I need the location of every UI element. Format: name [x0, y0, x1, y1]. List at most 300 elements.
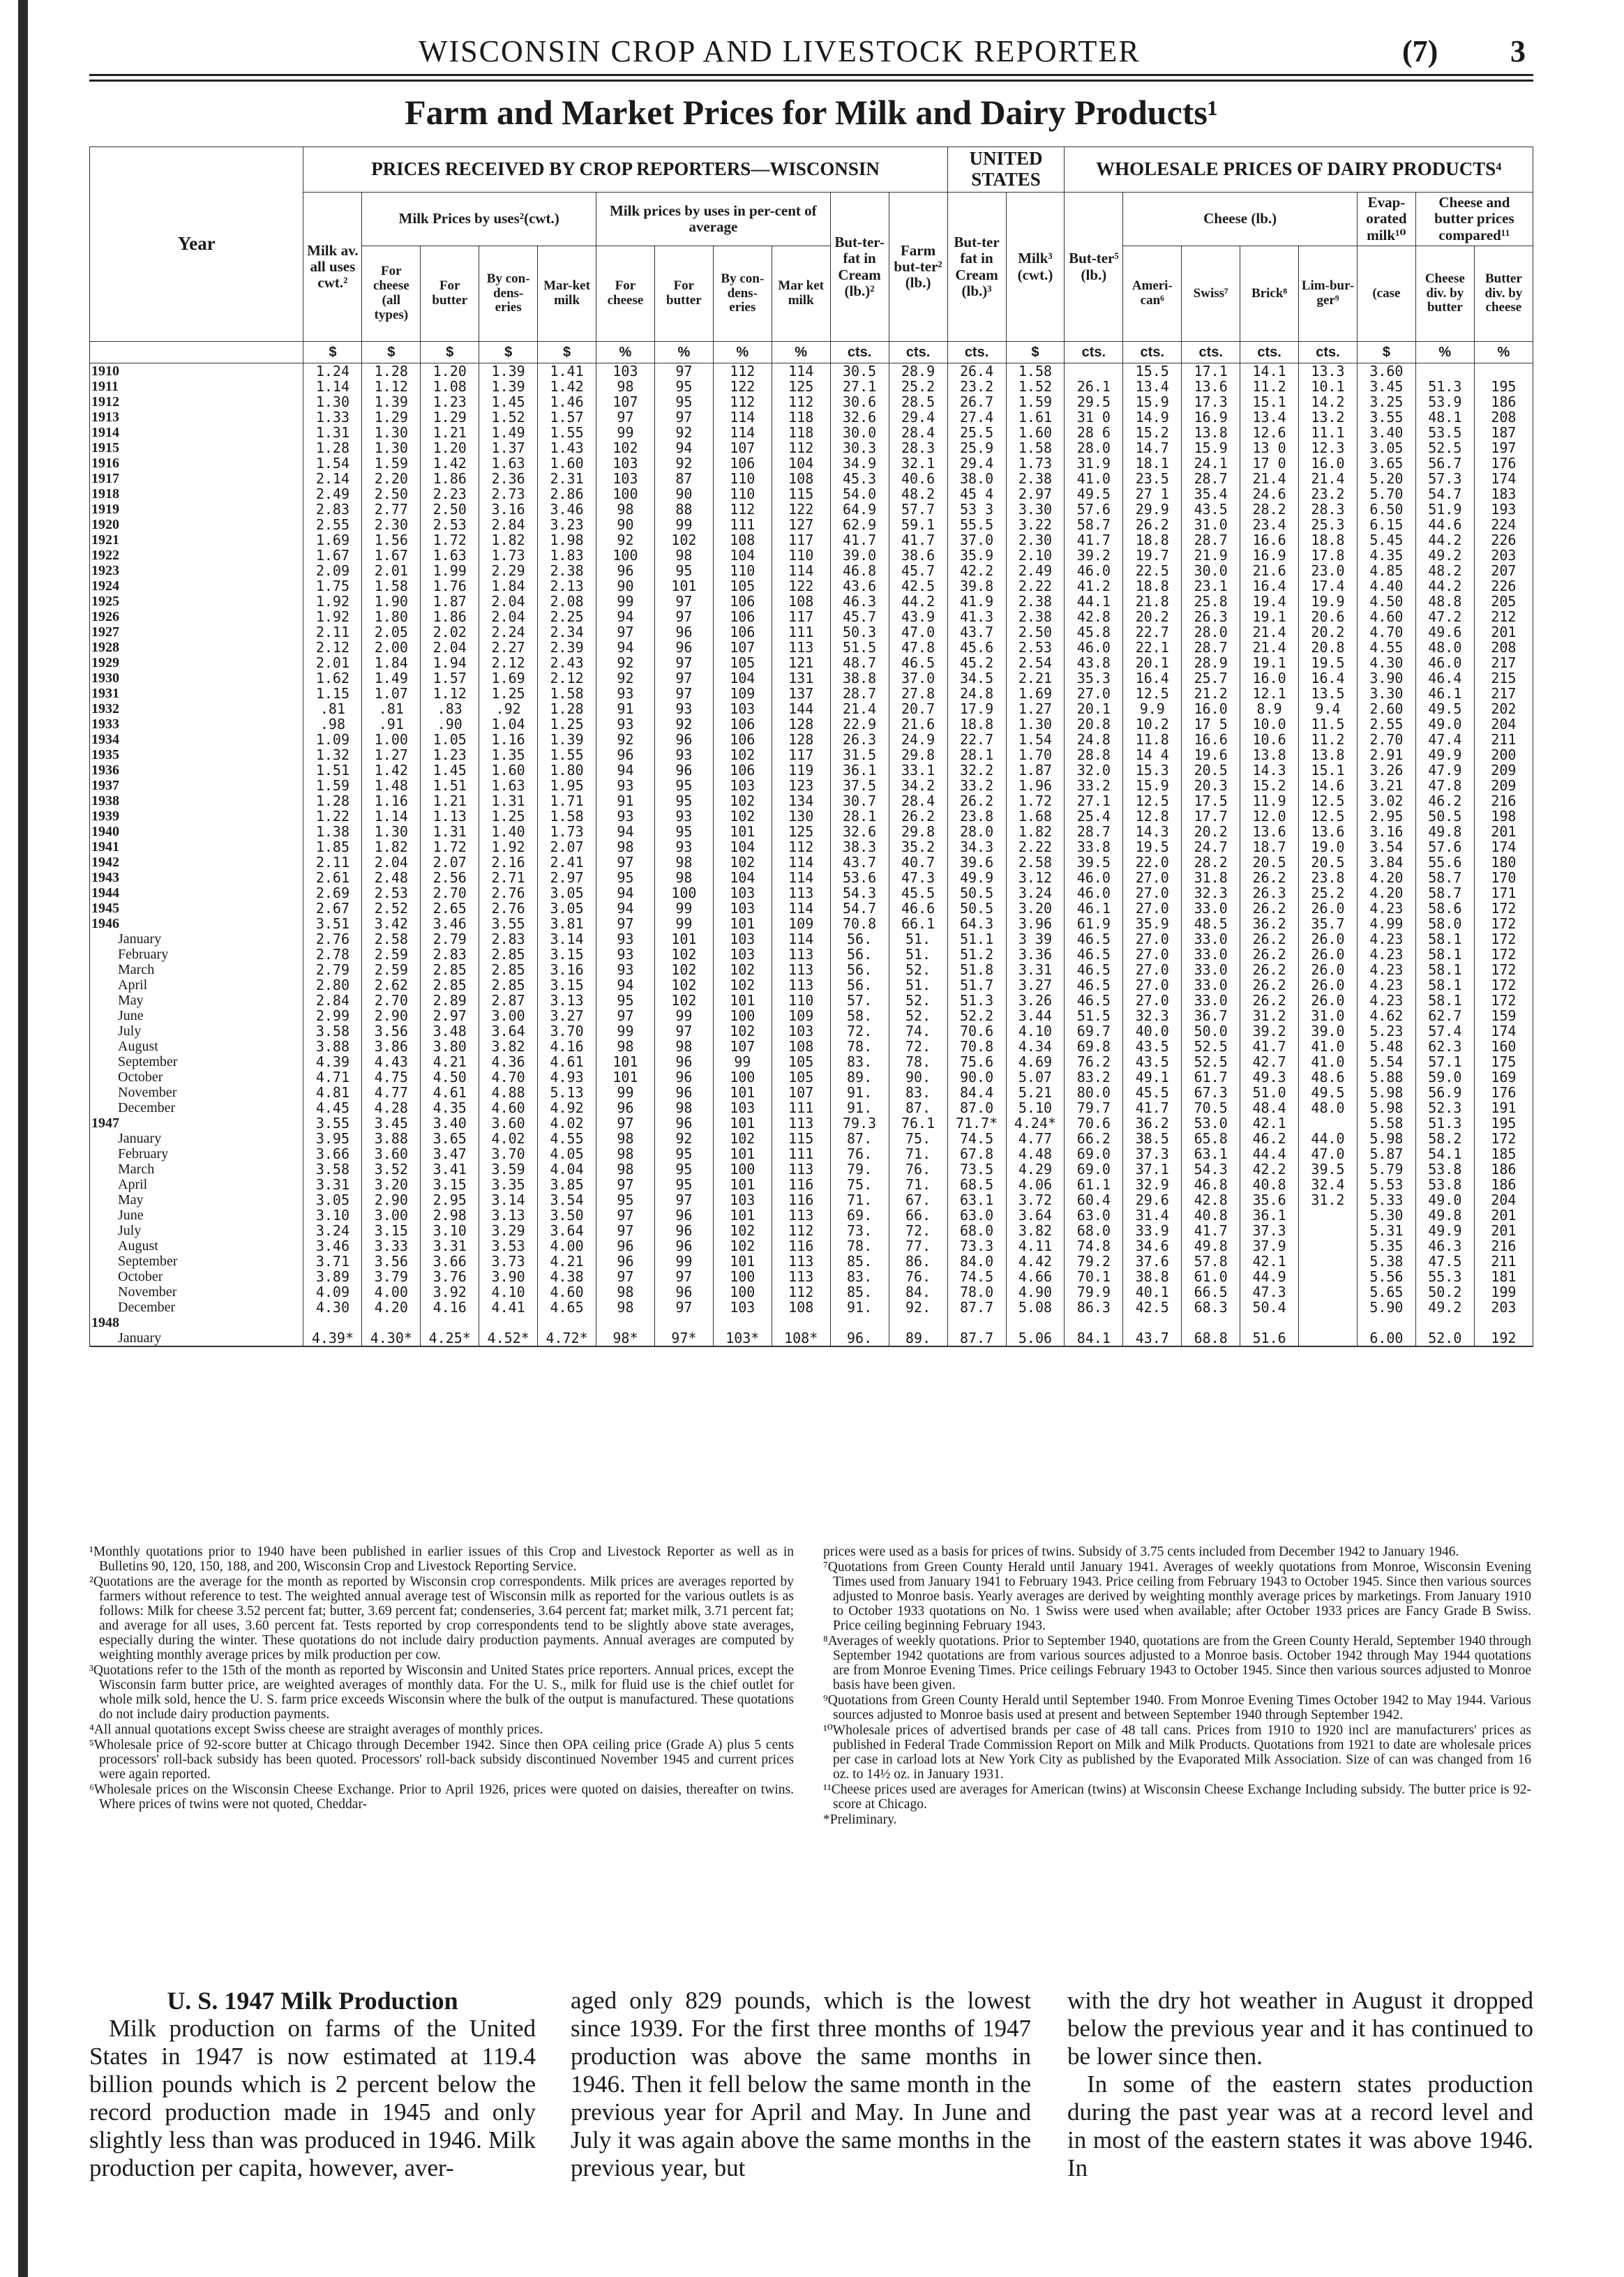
table-cell: 1.25: [479, 809, 538, 824]
table-cell: 114: [713, 425, 772, 440]
table-cell: 88: [654, 502, 713, 517]
table-cell: 25.7: [1182, 670, 1240, 686]
table-cell: 23.8: [947, 809, 1006, 824]
table-cell: 1.30: [1006, 716, 1065, 732]
table-cell: 1.84: [362, 655, 421, 670]
table-cell: 5.06: [1006, 1330, 1065, 1346]
table-cell: 43.9: [889, 609, 947, 624]
row-label: August: [90, 1238, 303, 1254]
table-cell: 95: [654, 824, 713, 839]
table-cell: 31.9: [1065, 456, 1123, 471]
table-cell: 4.45: [303, 1100, 362, 1115]
table-cell: 10.0: [1240, 716, 1299, 732]
row-label: December: [90, 1300, 303, 1315]
table-cell: 101: [713, 916, 772, 931]
table-cell: 1.23: [421, 747, 479, 762]
table-cell: 1.69: [303, 532, 362, 548]
table-row: [90, 931, 1533, 947]
table-cell: 13.4: [1123, 379, 1182, 394]
table-cell: 172: [1474, 916, 1533, 931]
table-cell: 3.82: [479, 1039, 538, 1054]
table-cell: 5.48: [1357, 1039, 1415, 1054]
table-cell: 5.53: [1357, 1177, 1415, 1192]
table-cell: 4.16: [538, 1039, 596, 1054]
table-row: [90, 701, 1533, 716]
table-cell: 4.30: [1357, 655, 1415, 670]
table-cell: 160: [1474, 1039, 1533, 1054]
table-cell: 50.5: [1415, 809, 1474, 824]
table-cell: 1.96: [1006, 778, 1065, 793]
table-cell: 19.7: [1123, 548, 1182, 563]
table-cell: 1.51: [421, 778, 479, 793]
table-row: [90, 716, 1533, 732]
table-cell: 57.4: [1415, 1023, 1474, 1039]
table-cell: 55.6: [1415, 855, 1474, 870]
table-cell: 64.9: [830, 502, 889, 517]
table-cell: 52.2: [947, 1008, 1006, 1023]
table-cell: 51.0: [1240, 1085, 1299, 1100]
for-cheese-header: For cheese (all types): [362, 246, 421, 342]
table-cell: 99: [654, 1008, 713, 1023]
table-cell: 112: [713, 363, 772, 380]
table-cell: 45.6: [947, 640, 1006, 655]
table-cell: 74.5: [947, 1269, 1006, 1284]
table-cell: 4.60: [479, 1100, 538, 1115]
row-label: 1938: [90, 793, 303, 809]
table-cell: 176: [1474, 456, 1533, 471]
table-cell: 1.55: [538, 425, 596, 440]
table-cell: 46.5: [889, 655, 947, 670]
milk-all-uses-header: Milk av. all uses cwt.²: [303, 193, 362, 342]
table-cell: 31 0: [1065, 409, 1123, 425]
table-cell: 4.92: [538, 1100, 596, 1115]
table-cell: 2.08: [538, 594, 596, 609]
table-cell: 2.85: [479, 962, 538, 977]
table-cell: 60.4: [1065, 1192, 1123, 1208]
table-cell: 1.57: [421, 670, 479, 686]
milk-prices-by-uses-header: Milk Prices by uses²(cwt.): [362, 193, 596, 246]
table-cell: 46.5: [1065, 931, 1123, 947]
table-cell: 1.58: [362, 578, 421, 594]
table-row: [90, 1115, 1533, 1131]
table-cell: 3.05: [303, 1192, 362, 1208]
table-cell: 39.5: [1065, 855, 1123, 870]
table-cell: 2.77: [362, 502, 421, 517]
table-cell: 3.53: [479, 1238, 538, 1254]
table-cell: 45.8: [1065, 624, 1123, 640]
table-cell: 61.9: [1065, 916, 1123, 931]
table-cell: 4.23: [1357, 901, 1415, 916]
row-label: 1927: [90, 624, 303, 640]
table-cell: 111: [772, 1146, 830, 1162]
table-cell: 29.8: [889, 747, 947, 762]
table-cell: 101: [713, 1115, 772, 1131]
table-cell: 2.90: [362, 1008, 421, 1023]
table-cell: 91.: [830, 1085, 889, 1100]
table-cell: 3.70: [538, 1023, 596, 1039]
table-cell: 3.58: [303, 1162, 362, 1177]
table-cell: 112: [772, 839, 830, 855]
table-cell: 2.10: [1006, 548, 1065, 563]
table-cell: 2.79: [421, 931, 479, 947]
table-cell: 2.38: [538, 563, 596, 578]
table-cell: 107: [713, 640, 772, 655]
table-cell: 52.5: [1182, 1054, 1240, 1069]
unit-cell: cts.: [1240, 342, 1299, 363]
table-cell: 19.6: [1182, 747, 1240, 762]
table-cell: 76.: [889, 1162, 947, 1177]
table-cell: 104: [713, 870, 772, 885]
table-row: [90, 502, 1533, 517]
table-cell: 2.04: [362, 855, 421, 870]
table-cell: 27.0: [1065, 686, 1123, 701]
table-cell: 32.4: [1299, 1177, 1358, 1192]
table-cell: 38.5: [1123, 1131, 1182, 1146]
table-cell: 1.15: [303, 686, 362, 701]
table-row: [90, 532, 1533, 548]
table-cell: 99: [654, 901, 713, 916]
table-cell: 2.22: [1006, 839, 1065, 855]
table-cell: 90: [596, 517, 655, 532]
table-cell: 72.: [889, 1223, 947, 1238]
table-cell: 107: [772, 1085, 830, 1100]
table-cell: 2.70: [421, 885, 479, 901]
table-cell: 116: [772, 1238, 830, 1254]
table-cell: 2.11: [303, 624, 362, 640]
table-cell: 1.31: [421, 824, 479, 839]
table-cell: 174: [1474, 471, 1533, 486]
table-cell: 3.05: [1357, 440, 1415, 456]
table-cell: 92: [596, 655, 655, 670]
table-cell: 46.8: [830, 563, 889, 578]
table-cell: 27.1: [1065, 793, 1123, 809]
table-cell: 98: [596, 1146, 655, 1162]
table-cell: 106: [713, 624, 772, 640]
table-cell: 2.89: [421, 993, 479, 1008]
table-cell: 63.1: [1182, 1146, 1240, 1162]
table-cell: 3.64: [1006, 1208, 1065, 1223]
table-cell: 104: [713, 548, 772, 563]
table-cell: 4.60: [538, 1284, 596, 1300]
table-cell: 69.0: [1065, 1146, 1123, 1162]
table-cell: 2.62: [362, 977, 421, 993]
table-cell: 13.8: [1299, 747, 1358, 762]
table-cell: 3.66: [421, 1254, 479, 1269]
table-cell: 95: [654, 563, 713, 578]
table-cell: 2.80: [303, 977, 362, 993]
table-cell: 2.30: [1006, 532, 1065, 548]
table-cell: 1.52: [1006, 379, 1065, 394]
table-cell: 21.8: [1123, 594, 1182, 609]
pct-butter-header: For butter: [654, 246, 713, 342]
row-label: 1943: [90, 870, 303, 885]
table-cell: 4.72*: [538, 1330, 596, 1346]
table-cell: 1.09: [303, 732, 362, 747]
table-cell: 3.60: [1357, 363, 1415, 380]
table-cell: 18.8: [947, 716, 1006, 732]
cheese-div-butter-header: Cheese div. by butter: [1415, 246, 1474, 342]
table-cell: 51.5: [830, 640, 889, 655]
table-cell: 27.0: [1123, 962, 1182, 977]
table-cell: 1.42: [421, 456, 479, 471]
table-cell: 3.51: [303, 916, 362, 931]
table-cell: 134: [772, 793, 830, 809]
table-cell: 24.8: [1065, 732, 1123, 747]
table-cell: 2.49: [1006, 563, 1065, 578]
table-cell: 58.1: [1415, 947, 1474, 962]
table-cell: 73.: [830, 1223, 889, 1238]
table-cell: 208: [1474, 409, 1533, 425]
table-cell: 50.4: [1240, 1300, 1299, 1315]
table-cell: 33.0: [1182, 993, 1240, 1008]
table-cell: 95: [654, 1162, 713, 1177]
table-cell: 43.8: [1065, 655, 1123, 670]
row-label: 1937: [90, 778, 303, 793]
row-label: June: [90, 1208, 303, 1223]
table-cell: 14.3: [1123, 824, 1182, 839]
table-cell: 49.8: [1182, 1238, 1240, 1254]
table-cell: 59.1: [889, 517, 947, 532]
table-cell: 2.95: [1357, 809, 1415, 824]
table-cell: 4.77: [1006, 1131, 1065, 1146]
table-cell: 5.54: [1357, 1054, 1415, 1069]
table-cell: 41.2: [1065, 578, 1123, 594]
table-row: [90, 409, 1533, 425]
table-cell: 12.6: [1240, 425, 1299, 440]
table-cell: 41.7: [889, 532, 947, 548]
table-cell: 123: [772, 778, 830, 793]
table-cell: 4.77: [362, 1085, 421, 1100]
table-cell: 68.5: [947, 1177, 1006, 1192]
table-cell: 36.2: [1123, 1115, 1182, 1131]
table-cell: 5.10: [1006, 1100, 1065, 1115]
table-cell: 99: [596, 425, 655, 440]
table-cell: 1.58: [538, 809, 596, 824]
wisconsin-group-header: PRICES RECEIVED BY CROP REPORTERS—WISCONSIN: [303, 147, 947, 193]
table-cell: 3 39: [1006, 931, 1065, 947]
table-cell: 32.2: [947, 762, 1006, 778]
table-cell: 35.9: [947, 548, 1006, 563]
table-cell: 144: [772, 701, 830, 716]
article-column-2: [571, 1987, 1031, 2182]
table-cell: 99: [654, 916, 713, 931]
table-cell: 46.6: [889, 901, 947, 916]
table-cell: 1.69: [479, 670, 538, 686]
table-cell: 1.21: [421, 425, 479, 440]
table-cell: [947, 1315, 1006, 1330]
table-cell: 2.58: [362, 931, 421, 947]
table-cell: 3.20: [1006, 901, 1065, 916]
table-cell: 96: [654, 1238, 713, 1254]
table-cell: 3.15: [538, 977, 596, 993]
table-cell: 1.00: [362, 732, 421, 747]
table-cell: 75.: [889, 1131, 947, 1146]
table-cell: 4.42: [1006, 1254, 1065, 1269]
table-cell: 33.1: [889, 762, 947, 778]
row-label: 1939: [90, 809, 303, 824]
table-cell: 3.26: [1357, 762, 1415, 778]
table-cell: 2.38: [1006, 594, 1065, 609]
table-cell: 4.70: [1357, 624, 1415, 640]
table-cell: 2.12: [303, 640, 362, 655]
table-row: [90, 1315, 1533, 1330]
table-cell: 39.2: [1240, 1023, 1299, 1039]
table-cell: 2.38: [1006, 609, 1065, 624]
table-cell: 45.5: [889, 885, 947, 901]
table-cell: 1.27: [362, 747, 421, 762]
table-cell: 41.0: [1299, 1054, 1358, 1069]
table-row: [90, 1085, 1533, 1100]
table-cell: 3.31: [1006, 962, 1065, 977]
table-cell: 20.8: [1299, 640, 1358, 655]
table-cell: 9.9: [1123, 701, 1182, 716]
table-cell: 74.: [889, 1023, 947, 1039]
table-cell: 91.: [830, 1300, 889, 1315]
table-cell: 5.07: [1006, 1069, 1065, 1085]
table-row: [90, 778, 1533, 793]
row-label: 1931: [90, 686, 303, 701]
table-cell: 15.1: [1299, 762, 1358, 778]
table-cell: [1065, 363, 1123, 380]
table-cell: 113: [772, 640, 830, 655]
table-cell: 108: [772, 1300, 830, 1315]
table-cell: 1.46: [538, 394, 596, 409]
table-cell: 1.72: [1006, 793, 1065, 809]
table-cell: 56.: [830, 977, 889, 993]
table-cell: 67.3: [1182, 1085, 1240, 1100]
row-label: 1935: [90, 747, 303, 762]
table-cell: 4.30*: [362, 1330, 421, 1346]
table-cell: 94: [596, 977, 655, 993]
table-body: [90, 363, 1533, 1347]
table-cell: 86.: [889, 1254, 947, 1269]
row-label: 1916: [90, 456, 303, 471]
table-cell: 204: [1474, 716, 1533, 732]
table-cell: 4.61: [421, 1085, 479, 1100]
table-cell: 5.38: [1357, 1254, 1415, 1269]
table-cell: 2.23: [421, 486, 479, 502]
table-cell: 108*: [772, 1330, 830, 1346]
table-cell: 4.23: [1357, 977, 1415, 993]
table-row: [90, 670, 1533, 686]
table-cell: [1299, 1300, 1358, 1315]
table-row: [90, 1146, 1533, 1162]
table-cell: 16.9: [1240, 548, 1299, 563]
table-row: [90, 1284, 1533, 1300]
table-cell: 199: [1474, 1284, 1533, 1300]
table-cell: 11.2: [1240, 379, 1299, 394]
table-cell: 46.5: [1065, 962, 1123, 977]
table-cell: 1.14: [362, 809, 421, 824]
table-cell: 46.0: [1415, 655, 1474, 670]
table-cell: 44.9: [1240, 1269, 1299, 1284]
table-cell: 31.8: [1182, 870, 1240, 885]
table-cell: 102: [713, 793, 772, 809]
table-cell: 2.53: [362, 885, 421, 901]
table-cell: 23.5: [1123, 471, 1182, 486]
table-cell: 37.9: [1240, 1238, 1299, 1254]
table-cell: 2.09: [303, 563, 362, 578]
table-cell: 3.65: [421, 1131, 479, 1146]
table-cell: 46.1: [1065, 901, 1123, 916]
table-cell: 96: [654, 762, 713, 778]
table-cell: 19.1: [1240, 609, 1299, 624]
row-label: May: [90, 1192, 303, 1208]
table-cell: 2.14: [303, 471, 362, 486]
table-cell: 2.04: [421, 640, 479, 655]
table-cell: 30.0: [830, 425, 889, 440]
table-cell: [1415, 1315, 1474, 1330]
table-cell: 110: [713, 486, 772, 502]
table-cell: 37.0: [889, 670, 947, 686]
table-cell: 21.2: [1182, 686, 1240, 701]
table-cell: 1.70: [1006, 747, 1065, 762]
table-cell: 102: [654, 532, 713, 548]
table-cell: 17.8: [1299, 548, 1358, 563]
table-cell: [362, 1315, 421, 1330]
table-cell: 4.34: [1006, 1039, 1065, 1054]
table-cell: 100: [713, 1162, 772, 1177]
row-label: 1929: [90, 655, 303, 670]
table-cell: 2.54: [1006, 655, 1065, 670]
table-cell: .98: [303, 716, 362, 732]
table-cell: 112: [772, 1284, 830, 1300]
table-cell: 2.48: [362, 870, 421, 885]
table-cell: 28.1: [830, 809, 889, 824]
table-cell: 56.9: [1415, 1085, 1474, 1100]
table-cell: 2.22: [1006, 578, 1065, 594]
table-cell: 54.3: [830, 885, 889, 901]
table-cell: 92: [654, 1131, 713, 1146]
table-row: [90, 1254, 1533, 1269]
table-cell: 13.8: [1240, 747, 1299, 762]
table-cell: 195: [1474, 379, 1533, 394]
table-cell: 110: [772, 993, 830, 1008]
table-cell: 67.8: [947, 1146, 1006, 1162]
table-cell: 38.8: [1123, 1269, 1182, 1284]
table-cell: 108: [772, 594, 830, 609]
table-cell: 97: [654, 609, 713, 624]
table-cell: 46.3: [1415, 1238, 1474, 1254]
table-cell: 13.3: [1299, 363, 1358, 380]
table-cell: 21.4: [1240, 640, 1299, 655]
table-cell: 2.79: [303, 962, 362, 977]
table-cell: 212: [1474, 609, 1533, 624]
table-cell: 3.82: [1006, 1223, 1065, 1238]
table-cell: 30.6: [830, 394, 889, 409]
table-cell: 176: [1474, 1085, 1533, 1100]
table-cell: 83.: [889, 1085, 947, 1100]
row-label: 1913: [90, 409, 303, 425]
table-cell: 26.2: [1240, 977, 1299, 993]
table-cell: 95: [596, 870, 655, 885]
table-cell: 1.12: [421, 686, 479, 701]
table-cell: 42.5: [889, 578, 947, 594]
table-cell: 93: [654, 747, 713, 762]
table-cell: 105: [772, 1069, 830, 1085]
table-cell: .91: [362, 716, 421, 732]
table-cell: 4.20: [362, 1300, 421, 1315]
table-cell: 102: [713, 1023, 772, 1039]
table-cell: 49.5: [1415, 701, 1474, 716]
table-cell: 25.8: [1182, 594, 1240, 609]
table-cell: 27.0: [1123, 885, 1182, 901]
table-cell: 4.06: [1006, 1177, 1065, 1192]
table-cell: 48.7: [830, 655, 889, 670]
table-cell: 46.5: [1065, 977, 1123, 993]
table-cell: 51.: [889, 947, 947, 962]
table-cell: 24.1: [1182, 456, 1240, 471]
